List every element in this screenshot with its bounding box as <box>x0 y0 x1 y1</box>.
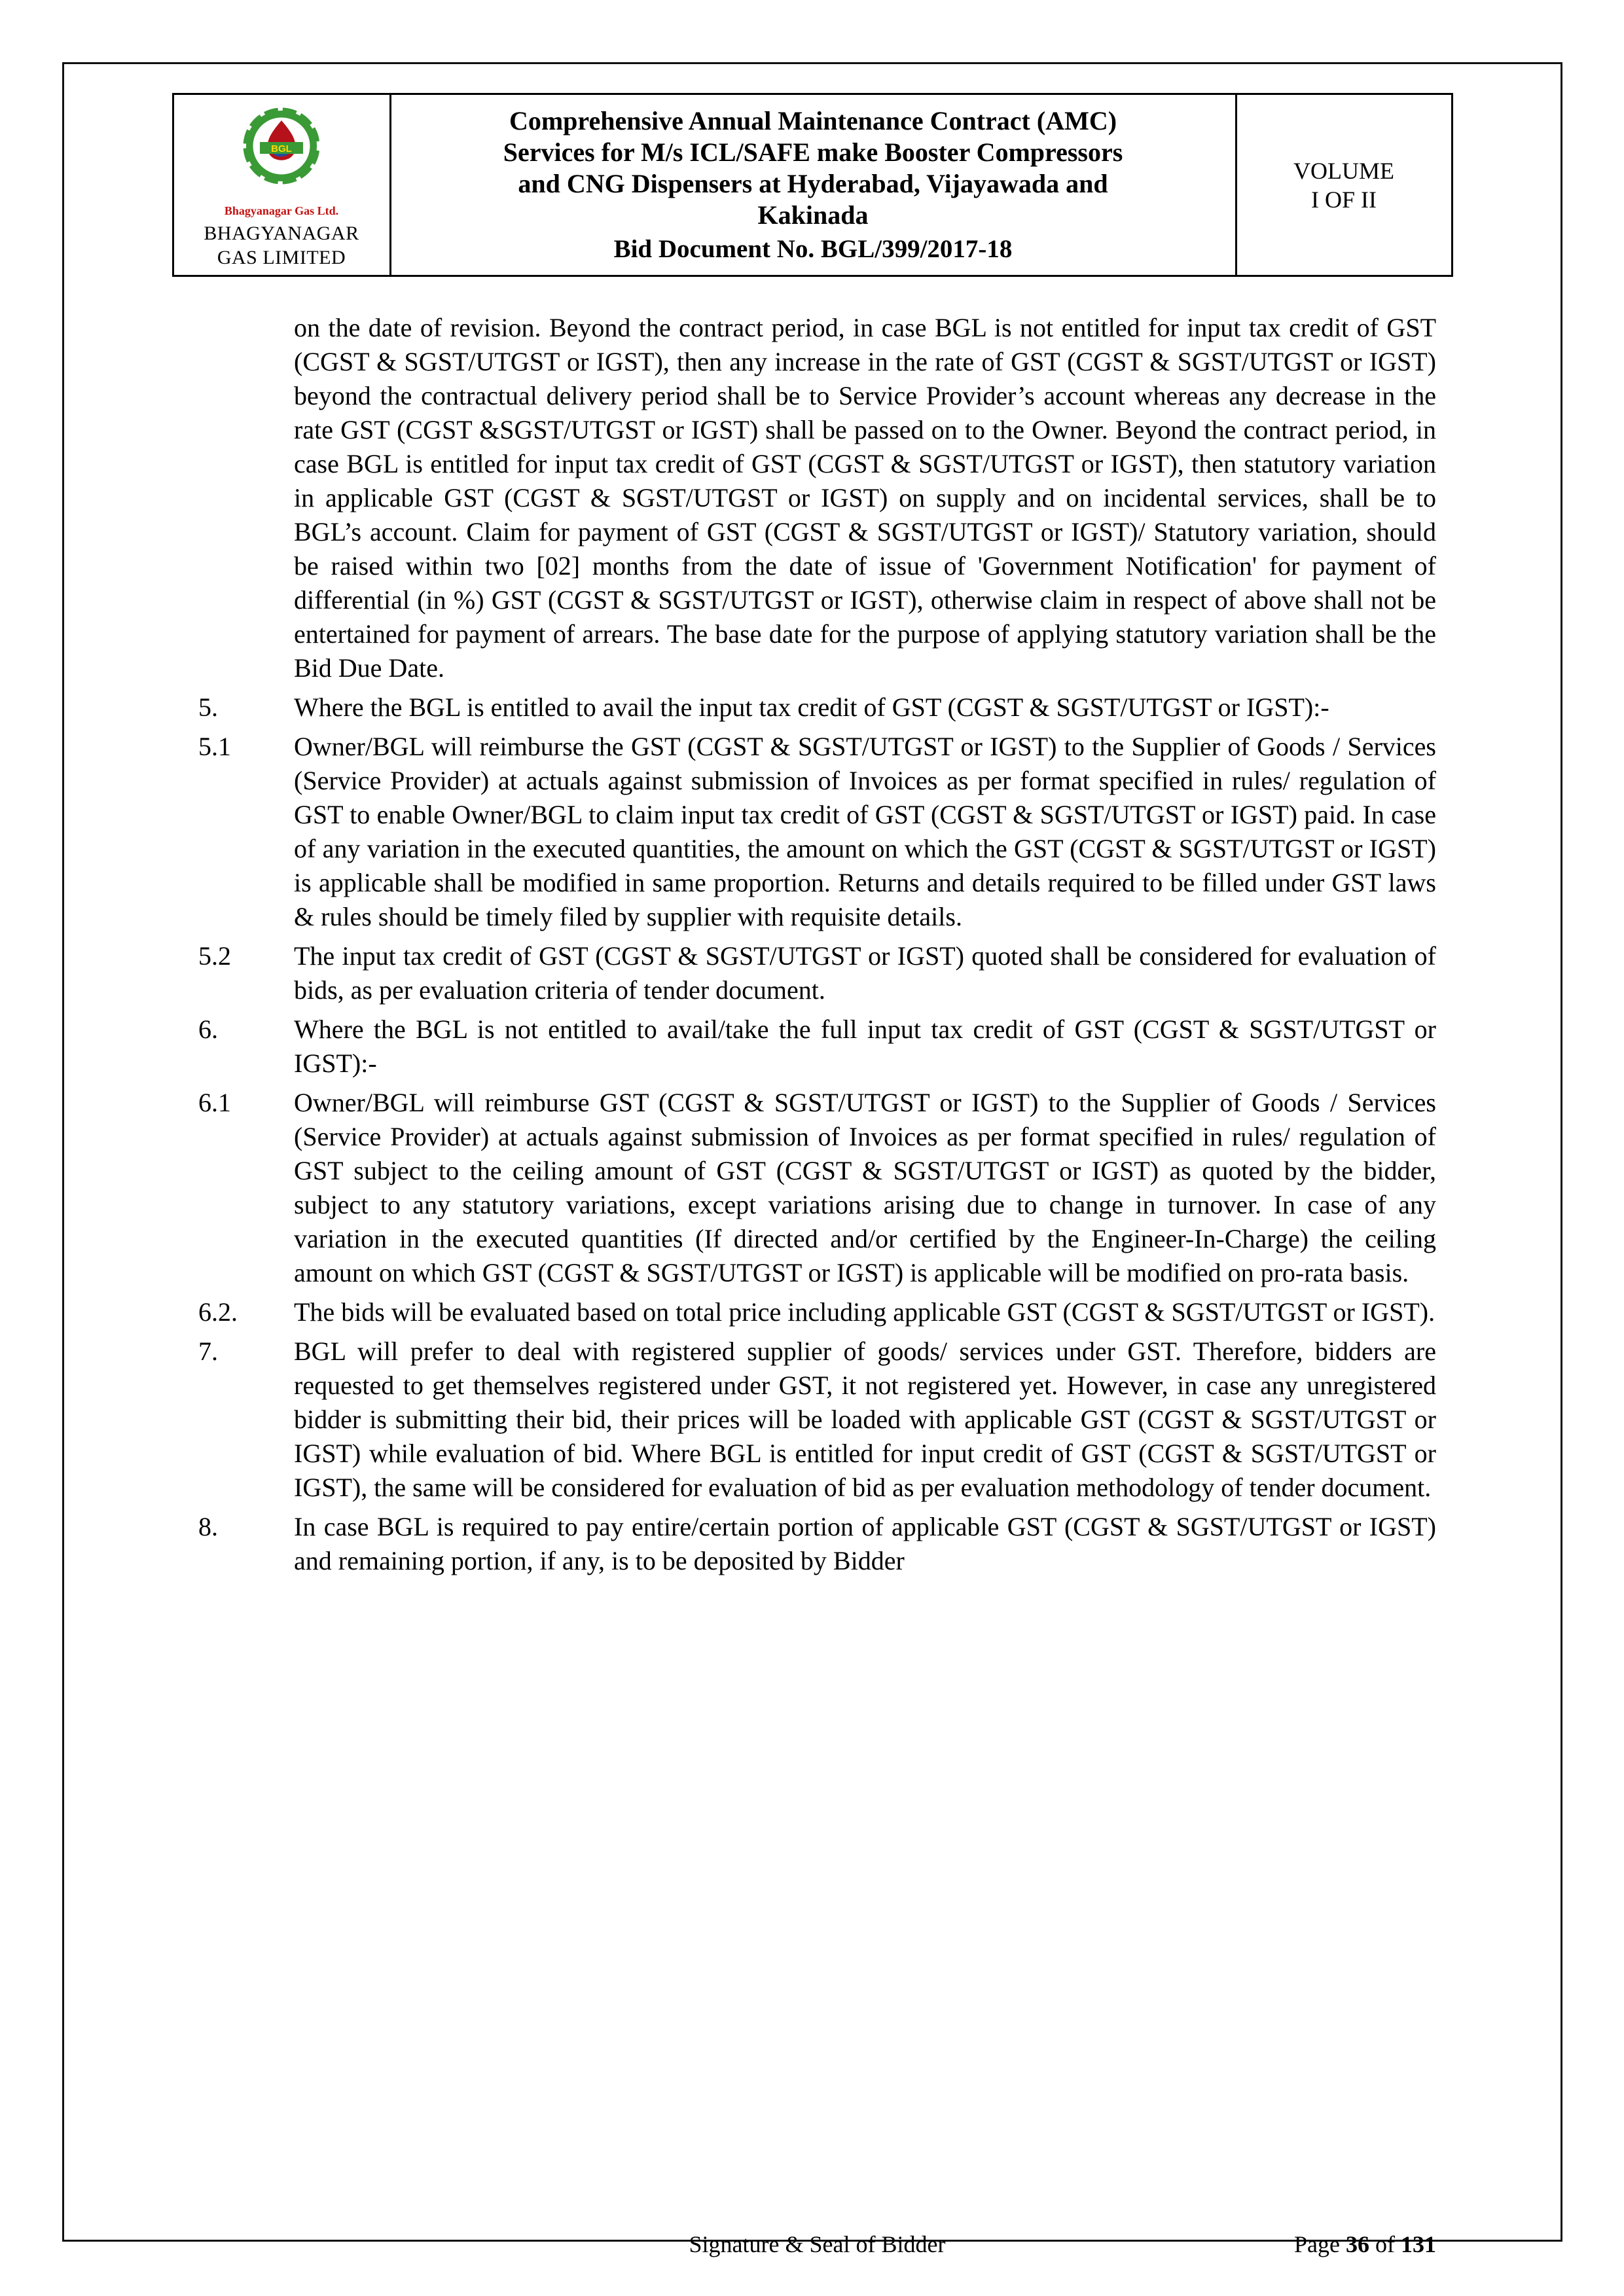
volume-label-line2: I OF II <box>1311 186 1377 213</box>
clauses-body <box>198 311 1436 1578</box>
clause-text: Owner/BGL will reimburse GST (CGST & SGST/UTGST or IGST) to the Supplier of Goods / Services (Service Provider) at actuals against submission of Invoices as per format specified in rules/ regulation of GST subject to the ceiling amount of GST (CGST & SGST/UTGST or IGST) as quoted by the bidder, subject to any statutory variations, except variations arising due to change in turnover. In case of any variation in the executed quantities (If directed and/or certified by the Engineer-In-Charge) the ceiling amount on which GST (CGST & SGST/UTGST or IGST) is applicable will be modified on pro-rata basis. <box>294 1088 1436 1287</box>
header-table <box>172 93 1453 277</box>
clause-number: 5. <box>198 692 218 722</box>
company-name-line2: GAS LIMITED <box>217 247 346 268</box>
title-line-4: Kakinada <box>757 200 869 230</box>
clause-number: 7. <box>198 1336 218 1366</box>
signature-seal-label: Signature & Seal of Bidder <box>689 2231 946 2257</box>
clause-text: BGL will prefer to deal with registered supplier of goods/ services under GST. Therefore, bidders are requested to get themselves registered under GST, it not registered yet. However, in case any unregistered bidder is submitting their bid, their prices will be loaded with applicable GST (CGST & SGST/UTGST or IGST) while evaluation of bid. Where BGL is entitled for input credit of GST (CGST & SGST/UTGST or IGST), the same will be considered for evaluation of bid as per evaluation methodology of tender document. <box>294 1336 1436 1502</box>
clause-item <box>198 1295 1436 1329</box>
document-title-cell <box>390 94 1236 276</box>
clause-text: The input tax credit of GST (CGST & SGST/UTGST or IGST) quoted shall be considered for evaluation of bids, as per evaluation criteria of tender document. <box>294 941 1436 1005</box>
clause-text: on the date of revision. Beyond the contract period, in case BGL is not entitled for input tax credit of GST (CGST & SGST/UTGST or IGST), then any increase in the rate of GST (CGST & SGST/UTGST or IGST) beyond the contractual delivery period shall be to Service Provider’s account whereas any decrease in the rate GST (CGST &SGST/UTGST or IGST) shall be passed on to the Owner. Beyond the contract period, in case BGL is entitled for input tax credit of GST (CGST & SGST/UTGST or IGST), then statutory variation in applicable GST (CGST & SGST/UTGST or IGST) on supply and on incidental services, shall be to BGL’s account. Claim for payment of GST (CGST & SGST/UTGST or IGST)/ Statutory variation, should be raised within two [02] months from the date of issue of 'Government Notification' for payment of differential (in %) GST (CGST & SGST/UTGST or IGST), otherwise claim in respect of above shall not be entertained for payment of arrears. The base date for the purpose of applying statutory variation shall be the Bid Due Date. <box>294 313 1436 683</box>
clause-number: 5.2 <box>198 941 231 971</box>
clause-number <box>198 311 294 685</box>
clause-number: 6.1 <box>198 1088 231 1117</box>
title-line-1: Comprehensive Annual Maintenance Contract (AMC) <box>509 105 1117 135</box>
clause-text: Where the BGL is entitled to avail the input tax credit of GST (CGST & SGST/UTGST or IGST):- <box>294 692 1329 722</box>
clause-item <box>198 1510 1436 1578</box>
svg-text:BGL: BGL <box>271 143 292 154</box>
clause-number: 6. <box>198 1014 218 1044</box>
bgl-logo-icon <box>232 103 331 204</box>
page-number-indicator <box>1294 2231 1436 2258</box>
clause-text: Where the BGL is not entitled to avail/take the full input tax credit of GST (CGST & SGST/UTGST or IGST):- <box>294 1014 1436 1078</box>
logo-caption: Bhagyanagar Gas Ltd. <box>224 204 339 217</box>
page-number: 36 <box>1346 2231 1369 2257</box>
clause-item <box>198 1013 1436 1081</box>
company-name <box>181 221 383 270</box>
clause-text: The bids will be evaluated based on total price including applicable GST (CGST & SGST/UTGST or IGST). <box>294 1297 1435 1327</box>
clause-text: Owner/BGL will reimburse the GST (CGST & SGST/UTGST or IGST) to the Supplier of Goods / Services (Service Provider) at actuals against submission of Invoices as per format specified in rules/ regulation of GST to enable Owner/BGL to claim input tax credit of GST (CGST & SGST/UTGST or IGST) paid. In case of any variation in the executed quantities, the amount on which the GST (CGST & SGST/UTGST or IGST) is applicable shall be modified in same proportion. Returns and details required to be filled under GST laws & rules should be timely filed by supplier with requisite details. <box>294 732 1436 931</box>
total-pages: 131 <box>1401 2231 1436 2257</box>
of-word: of <box>1375 2231 1395 2257</box>
clause-number: 5.1 <box>198 732 231 761</box>
header-row <box>173 94 1452 276</box>
clause-item <box>198 1335 1436 1505</box>
company-logo-cell <box>173 94 390 276</box>
document-title <box>408 105 1218 231</box>
volume-label-line1: VOLUME <box>1293 157 1394 184</box>
company-name-line1: BHAGYANAGAR <box>204 223 359 244</box>
clause-text: In case BGL is required to pay entire/certain portion of applicable GST (CGST & SGST/UTGST or IGST) and remaining portion, if any, is to be deposited by Bidder <box>294 1512 1436 1575</box>
clause-number: 8. <box>198 1512 218 1541</box>
page-border-frame <box>62 62 1562 2257</box>
title-line-2: Services for M/s ICL/SAFE make Booster Compressors <box>503 137 1123 167</box>
title-line-3: and CNG Dispensers at Hyderabad, Vijayawada and <box>518 168 1108 198</box>
clause-item <box>198 311 1436 685</box>
clause-item <box>198 691 1436 725</box>
volume-cell <box>1236 94 1452 276</box>
clause-item <box>198 730 1436 934</box>
clause-number: 6.2. <box>198 1297 238 1327</box>
bid-document-number: Bid Document No. BGL/399/2017-18 <box>613 234 1013 263</box>
clause-item <box>198 1086 1436 1290</box>
clause-item <box>198 939 1436 1007</box>
page-word: Page <box>1294 2231 1340 2257</box>
